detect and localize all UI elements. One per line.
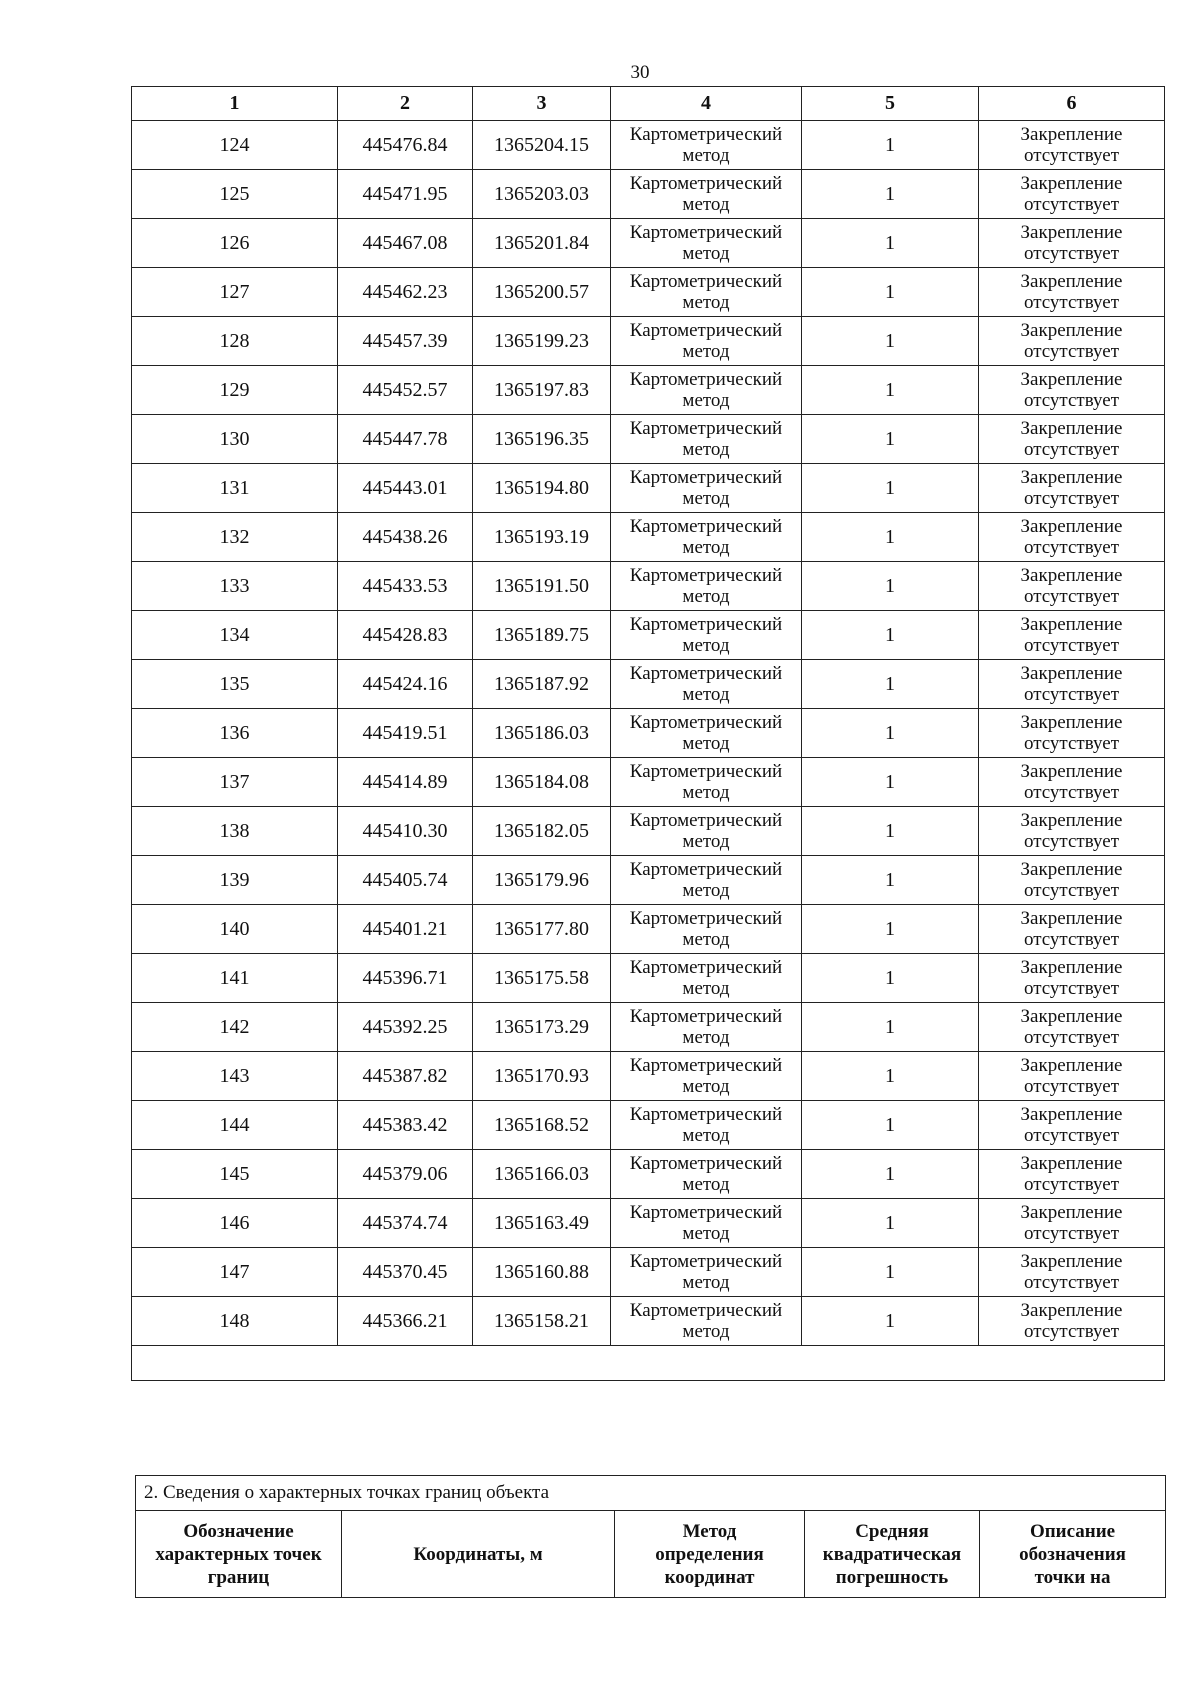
table-row [132, 611, 1165, 660]
error-cell: 1 [802, 219, 979, 268]
error-cell: 1 [802, 170, 979, 219]
description-cell: Закрепление отсутствует [979, 121, 1165, 170]
description-cell: Закрепление отсутствует [979, 660, 1165, 709]
point-number-cell: 138 [132, 807, 338, 856]
method-cell: Картометрический метод [611, 1199, 802, 1248]
x-coordinate-cell: 445392.25 [338, 1003, 473, 1052]
x-coordinate-cell: 445457.39 [338, 317, 473, 366]
point-number-cell: 139 [132, 856, 338, 905]
error-cell: 1 [802, 709, 979, 758]
description-cell: Закрепление отсутствует [979, 856, 1165, 905]
column-header: 4 [611, 87, 802, 121]
description-cell: Закрепление отсутствует [979, 709, 1165, 758]
x-coordinate-cell: 445379.06 [338, 1150, 473, 1199]
table-row [132, 121, 1165, 170]
empty-row [132, 1346, 1165, 1381]
table-row [132, 1199, 1165, 1248]
error-cell: 1 [802, 856, 979, 905]
x-coordinate-cell: 445366.21 [338, 1297, 473, 1346]
x-coordinate-cell: 445476.84 [338, 121, 473, 170]
method-cell: Картометрический метод [611, 1248, 802, 1297]
method-cell: Картометрический метод [611, 464, 802, 513]
error-cell: 1 [802, 513, 979, 562]
point-number-cell: 135 [132, 660, 338, 709]
point-number-cell: 142 [132, 1003, 338, 1052]
y-coordinate-cell: 1365166.03 [473, 1150, 611, 1199]
method-cell: Картометрический метод [611, 1052, 802, 1101]
x-coordinate-cell: 445447.78 [338, 415, 473, 464]
point-number-cell: 127 [132, 268, 338, 317]
method-cell: Картометрический метод [611, 121, 802, 170]
description-cell: Закрепление отсутствует [979, 170, 1165, 219]
coordinates-table [131, 86, 1165, 1381]
description-cell: Закрепление отсутствует [979, 758, 1165, 807]
x-coordinate-cell: 445443.01 [338, 464, 473, 513]
table-row [132, 856, 1165, 905]
table-row [132, 1297, 1165, 1346]
x-coordinate-cell: 445462.23 [338, 268, 473, 317]
column-header: 1 [132, 87, 338, 121]
x-coordinate-cell: 445405.74 [338, 856, 473, 905]
description-cell: Закрепление отсутствует [979, 415, 1165, 464]
point-number-cell: 129 [132, 366, 338, 415]
table-row [132, 1101, 1165, 1150]
y-coordinate-cell: 1365177.80 [473, 905, 611, 954]
error-cell: 1 [802, 660, 979, 709]
error-cell: 1 [802, 1199, 979, 1248]
point-number-cell: 148 [132, 1297, 338, 1346]
method-cell: Картометрический метод [611, 513, 802, 562]
error-cell: 1 [802, 366, 979, 415]
method-cell: Картометрический метод [611, 268, 802, 317]
table-row [132, 464, 1165, 513]
y-coordinate-cell: 1365189.75 [473, 611, 611, 660]
method-cell: Картометрический метод [611, 1101, 802, 1150]
description-cell: Закрепление отсутствует [979, 1101, 1165, 1150]
y-coordinate-cell: 1365201.84 [473, 219, 611, 268]
method-cell: Картометрический метод [611, 660, 802, 709]
y-coordinate-cell: 1365179.96 [473, 856, 611, 905]
x-coordinate-cell: 445383.42 [338, 1101, 473, 1150]
section-2-header-row [136, 1511, 1166, 1598]
method-cell: Картометрический метод [611, 170, 802, 219]
error-cell: 1 [802, 121, 979, 170]
point-number-cell: 133 [132, 562, 338, 611]
column-number-header-row [132, 87, 1165, 121]
table-row [132, 317, 1165, 366]
description-cell: Закрепление отсутствует [979, 1150, 1165, 1199]
table-row [132, 1052, 1165, 1101]
method-cell: Картометрический метод [611, 1150, 802, 1199]
method-cell: Картометрический метод [611, 317, 802, 366]
x-coordinate-cell: 445370.45 [338, 1248, 473, 1297]
y-coordinate-cell: 1365197.83 [473, 366, 611, 415]
point-number-cell: 130 [132, 415, 338, 464]
method-cell: Картометрический метод [611, 954, 802, 1003]
y-coordinate-cell: 1365182.05 [473, 807, 611, 856]
error-cell: 1 [802, 464, 979, 513]
table-row [132, 709, 1165, 758]
error-cell: 1 [802, 611, 979, 660]
method-cell: Картометрический метод [611, 611, 802, 660]
x-coordinate-cell: 445396.71 [338, 954, 473, 1003]
y-coordinate-cell: 1365175.58 [473, 954, 611, 1003]
point-number-cell: 143 [132, 1052, 338, 1101]
x-coordinate-cell: 445467.08 [338, 219, 473, 268]
error-cell: 1 [802, 1248, 979, 1297]
method-cell: Картометрический метод [611, 709, 802, 758]
error-cell: 1 [802, 758, 979, 807]
x-coordinate-cell: 445471.95 [338, 170, 473, 219]
point-number-cell: 126 [132, 219, 338, 268]
method-cell: Картометрический метод [611, 415, 802, 464]
table-row [132, 562, 1165, 611]
description-cell: Закрепление отсутствует [979, 611, 1165, 660]
header-coordinates: Координаты, м [342, 1511, 615, 1598]
point-number-cell: 125 [132, 170, 338, 219]
table-row [132, 1150, 1165, 1199]
point-number-cell: 136 [132, 709, 338, 758]
section-2-table [135, 1475, 1166, 1598]
method-cell: Картометрический метод [611, 758, 802, 807]
description-cell: Закрепление отсутствует [979, 807, 1165, 856]
x-coordinate-cell: 445433.53 [338, 562, 473, 611]
point-number-cell: 137 [132, 758, 338, 807]
error-cell: 1 [802, 562, 979, 611]
method-cell: Картометрический метод [611, 807, 802, 856]
point-number-cell: 134 [132, 611, 338, 660]
point-number-cell: 128 [132, 317, 338, 366]
error-cell: 1 [802, 1052, 979, 1101]
error-cell: 1 [802, 317, 979, 366]
y-coordinate-cell: 1365199.23 [473, 317, 611, 366]
column-header: 5 [802, 87, 979, 121]
description-cell: Закрепление отсутствует [979, 317, 1165, 366]
method-cell: Картометрический метод [611, 219, 802, 268]
table-row [132, 758, 1165, 807]
x-coordinate-cell: 445410.30 [338, 807, 473, 856]
y-coordinate-cell: 1365193.19 [473, 513, 611, 562]
column-header: 3 [473, 87, 611, 121]
table-row [132, 268, 1165, 317]
table-row [132, 366, 1165, 415]
section-2-title: 2. Сведения о характерных точках границ объекта [136, 1476, 1166, 1511]
point-number-cell: 132 [132, 513, 338, 562]
page-number: 30 [630, 62, 650, 83]
description-cell: Закрепление отсутствует [979, 219, 1165, 268]
y-coordinate-cell: 1365168.52 [473, 1101, 611, 1150]
error-cell: 1 [802, 807, 979, 856]
method-cell: Картометрический метод [611, 1297, 802, 1346]
point-number-cell: 141 [132, 954, 338, 1003]
y-coordinate-cell: 1365184.08 [473, 758, 611, 807]
method-cell: Картометрический метод [611, 562, 802, 611]
header-point-designation: Обозначение характерных точек границ [136, 1511, 342, 1598]
description-cell: Закрепление отсутствует [979, 1052, 1165, 1101]
description-cell: Закрепление отсутствует [979, 1297, 1165, 1346]
x-coordinate-cell: 445452.57 [338, 366, 473, 415]
y-coordinate-cell: 1365160.88 [473, 1248, 611, 1297]
y-coordinate-cell: 1365186.03 [473, 709, 611, 758]
y-coordinate-cell: 1365163.49 [473, 1199, 611, 1248]
point-number-cell: 124 [132, 121, 338, 170]
y-coordinate-cell: 1365196.35 [473, 415, 611, 464]
header-point-description: Описание обозначения точки на [980, 1511, 1166, 1598]
y-coordinate-cell: 1365158.21 [473, 1297, 611, 1346]
error-cell: 1 [802, 1297, 979, 1346]
description-cell: Закрепление отсутствует [979, 268, 1165, 317]
description-cell: Закрепление отсутствует [979, 562, 1165, 611]
error-cell: 1 [802, 268, 979, 317]
y-coordinate-cell: 1365194.80 [473, 464, 611, 513]
coordinates-table-body [132, 121, 1165, 1381]
description-cell: Закрепление отсутствует [979, 1248, 1165, 1297]
header-mean-square-error: Средняя квадратическая погрешность [805, 1511, 980, 1598]
table-row [132, 415, 1165, 464]
x-coordinate-cell: 445387.82 [338, 1052, 473, 1101]
table-row [132, 170, 1165, 219]
description-cell: Закрепление отсутствует [979, 1003, 1165, 1052]
point-number-cell: 146 [132, 1199, 338, 1248]
point-number-cell: 145 [132, 1150, 338, 1199]
table-row [132, 219, 1165, 268]
table-row [132, 1003, 1165, 1052]
table-row [132, 513, 1165, 562]
y-coordinate-cell: 1365204.15 [473, 121, 611, 170]
point-number-cell: 131 [132, 464, 338, 513]
y-coordinate-cell: 1365191.50 [473, 562, 611, 611]
x-coordinate-cell: 445419.51 [338, 709, 473, 758]
description-cell: Закрепление отсутствует [979, 366, 1165, 415]
error-cell: 1 [802, 1003, 979, 1052]
error-cell: 1 [802, 1150, 979, 1199]
x-coordinate-cell: 445401.21 [338, 905, 473, 954]
x-coordinate-cell: 445428.83 [338, 611, 473, 660]
x-coordinate-cell: 445424.16 [338, 660, 473, 709]
table-row [132, 954, 1165, 1003]
empty-cell [132, 1346, 1165, 1381]
method-cell: Картометрический метод [611, 1003, 802, 1052]
description-cell: Закрепление отсутствует [979, 464, 1165, 513]
header-method: Метод определения координат [615, 1511, 805, 1598]
description-cell: Закрепление отсутствует [979, 954, 1165, 1003]
description-cell: Закрепление отсутствует [979, 513, 1165, 562]
column-header: 6 [979, 87, 1165, 121]
y-coordinate-cell: 1365173.29 [473, 1003, 611, 1052]
y-coordinate-cell: 1365187.92 [473, 660, 611, 709]
x-coordinate-cell: 445414.89 [338, 758, 473, 807]
point-number-cell: 144 [132, 1101, 338, 1150]
point-number-cell: 140 [132, 905, 338, 954]
table-row [132, 905, 1165, 954]
column-header: 2 [338, 87, 473, 121]
table-row [132, 807, 1165, 856]
y-coordinate-cell: 1365200.57 [473, 268, 611, 317]
error-cell: 1 [802, 954, 979, 1003]
x-coordinate-cell: 445438.26 [338, 513, 473, 562]
method-cell: Картометрический метод [611, 366, 802, 415]
error-cell: 1 [802, 415, 979, 464]
y-coordinate-cell: 1365203.03 [473, 170, 611, 219]
x-coordinate-cell: 445374.74 [338, 1199, 473, 1248]
table-row [132, 1248, 1165, 1297]
y-coordinate-cell: 1365170.93 [473, 1052, 611, 1101]
description-cell: Закрепление отсутствует [979, 1199, 1165, 1248]
table-row [132, 660, 1165, 709]
description-cell: Закрепление отсутствует [979, 905, 1165, 954]
method-cell: Картометрический метод [611, 856, 802, 905]
method-cell: Картометрический метод [611, 905, 802, 954]
error-cell: 1 [802, 905, 979, 954]
point-number-cell: 147 [132, 1248, 338, 1297]
error-cell: 1 [802, 1101, 979, 1150]
